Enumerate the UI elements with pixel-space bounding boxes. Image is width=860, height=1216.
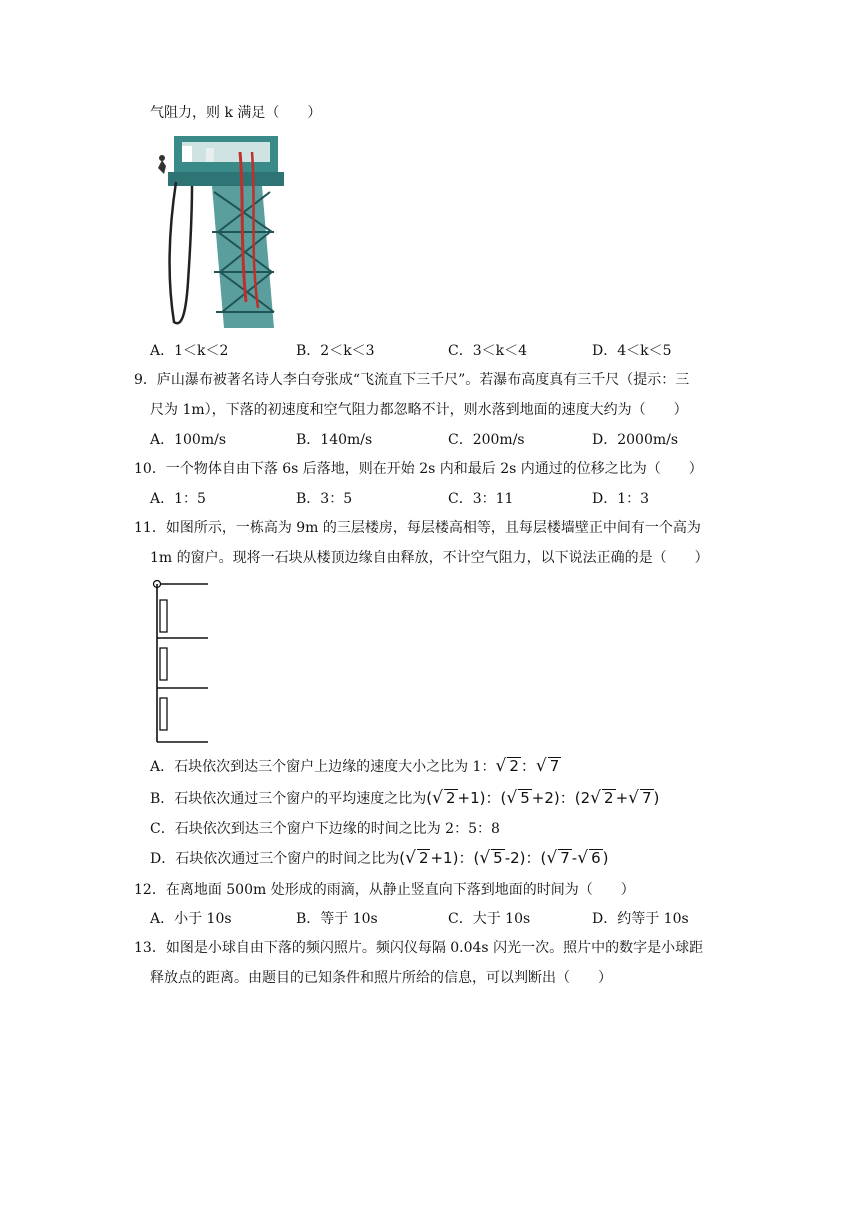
q12-option-a: A．小于 10s	[150, 911, 232, 927]
q12-option-b: B．等于 10s	[296, 911, 378, 927]
q8-stem-tail: 气阻力，则 k 满足（ ）	[150, 105, 322, 121]
q10-option-d: D．1：3	[592, 491, 650, 507]
q11-stem-line2: 1m 的窗户。现将一石块从楼顶边缘自由释放，不计空气阻力，以下说法正确的是（ ）	[150, 550, 709, 566]
window-2	[160, 648, 167, 680]
q11-option-d: D．石块依次通过三个窗户的时间之比为(√ 2 +1)：(√ 5 -2)：(√ 7 -√ 6 )	[150, 848, 609, 868]
q9-stem-line2: 尺为 1m），下落的初速度和空气阻力都忽略不计，则水落到地面的速度大约为（ ）	[150, 402, 688, 418]
q10-stem-line1: 10．一个物体自由下落 6s 后落地，则在开始 2s 内和最后 2s 内通过的位移之比为（ ）	[134, 461, 703, 477]
q9-stem-line1: 9．庐山瀑布被著名诗人李白夸张成“飞流直下三千尺”。若瀑布高度真有三千尺（提示：三	[134, 372, 690, 388]
q9-option-d: D．2000m/s	[592, 432, 679, 448]
bungee-tower-photo	[152, 132, 284, 330]
q8-option-a: A．1＜k＜2	[150, 343, 229, 359]
q12-option-d: D．约等于 10s	[592, 911, 689, 927]
q11-option-a: A．石块依次到达三个窗户上边缘的速度大小之比为 1：√ 2 ：√ 7	[150, 756, 560, 776]
window-1	[160, 600, 167, 632]
q12-option-c: C．大于 10s	[448, 911, 531, 927]
q10-option-a: A．1：5	[150, 491, 206, 507]
q12-stem-line1: 12．在离地面 500m 处形成的雨滴，从静止竖直向下落到地面的时间为（ ）	[134, 882, 635, 898]
building-diagram	[150, 578, 212, 744]
q11-option-c: C．石块依次到达三个窗户下边缘的时间之比为 2：5：8	[150, 821, 500, 837]
q9-option-a: A．100m/s	[150, 432, 227, 448]
q9-option-c: C．200m/s	[448, 432, 525, 448]
q10-option-c: C．3：11	[448, 491, 514, 507]
q10-option-b: B．3：5	[296, 491, 353, 507]
q13-stem-line1: 13．如图是小球自由下落的频闪照片。频闪仪每隔 0.04s 闪光一次。照片中的数字是小球距	[134, 940, 704, 956]
q9-option-b: B．140m/s	[296, 432, 373, 448]
q11-stem-line1: 11．如图所示，一栋高为 9m 的三层楼房，每层楼高相等，且每层楼墙壁正中间有一个高为	[134, 520, 701, 536]
q8-option-c: C．3＜k＜4	[448, 343, 528, 359]
q11-option-b: B．石块依次通过三个窗户的平均速度之比为(√ 2 +1)：(√ 5 +2)：(2√ 2 +√ 7 )	[150, 788, 660, 808]
q13-stem-line2: 释放点的距离。由题目的已知条件和照片所给的信息，可以判断出（ ）	[150, 970, 612, 986]
q8-option-d: D．4＜k＜5	[592, 343, 672, 359]
window-3	[160, 698, 167, 730]
q8-option-b: B．2＜k＜3	[296, 343, 375, 359]
